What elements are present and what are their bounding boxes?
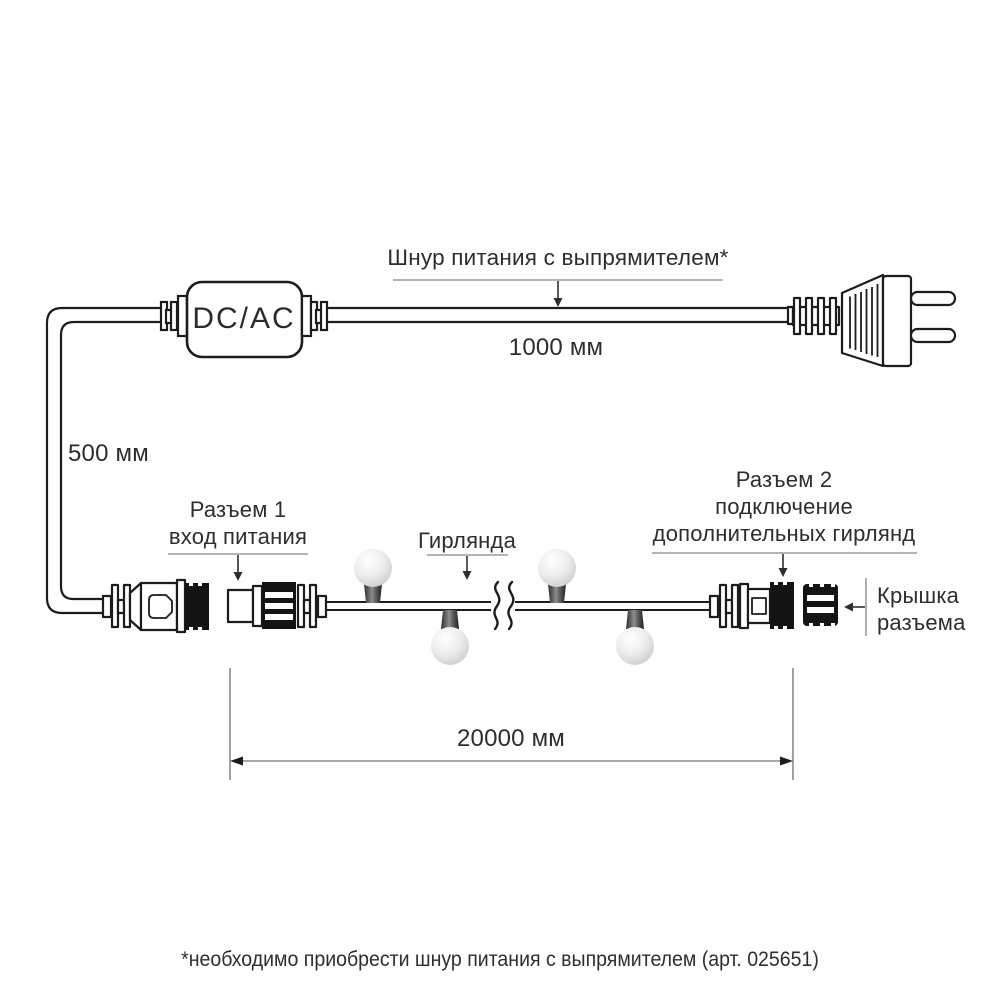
- connector-1-label-line2: вход питания: [168, 524, 308, 549]
- connector-1-power-input: [228, 582, 326, 629]
- knurled-nut: [262, 582, 296, 629]
- connector-2-label-line2: подключение: [715, 494, 853, 519]
- connector-cap-label-line1: Крышка: [877, 583, 960, 608]
- plug-prong: [911, 329, 955, 342]
- connector-1-label: [169, 496, 307, 550]
- connector-2-label-line3: дополнительных гирлянд: [652, 521, 916, 546]
- power-plug-icon: [788, 275, 955, 366]
- power-cord-1000mm: [327, 308, 790, 322]
- coupling-nut: [185, 583, 209, 630]
- garland-length-label: 20000 мм: [456, 725, 566, 752]
- power-cord-label: Шнур питания с выпрямителем*: [387, 245, 729, 270]
- converter-text: DC/AC: [192, 302, 296, 335]
- dc-ac-converter-box: [161, 282, 327, 357]
- footnote: *необходимо приобрести шнур питания с выпрямителем (арт. 025651): [181, 948, 819, 971]
- connector-2-label: [653, 466, 916, 547]
- connector-1-label-line1: Разъем 1: [189, 497, 287, 522]
- coupling-nut: [770, 582, 794, 629]
- garland-label: Гирлянда: [417, 528, 517, 553]
- connector-2-label-line1: Разъем 2: [735, 467, 833, 492]
- drop-cable-length-label: 500 мм: [68, 440, 149, 467]
- connector-cap-icon: [803, 584, 838, 626]
- connector-2-output: [710, 582, 794, 629]
- wire-break-icon: [494, 582, 513, 629]
- plug-prong: [911, 292, 955, 305]
- bulb-icon: [616, 610, 654, 665]
- strain-relief-icon: [161, 296, 187, 336]
- drop-cable-connector: [103, 580, 209, 632]
- bulb-icon: [354, 549, 392, 603]
- bulb-icon: [431, 610, 469, 665]
- dimension-20000mm: [230, 668, 793, 780]
- power-cord-length-label: 1000 мм: [508, 334, 604, 361]
- garland-bulbs: [354, 549, 654, 665]
- strain-relief-icon: [302, 296, 327, 336]
- garland-wire: [326, 602, 710, 610]
- connector-cap-label-line2: разъема: [877, 610, 966, 635]
- connector-cap-label: [877, 582, 966, 636]
- bulb-icon: [538, 549, 576, 603]
